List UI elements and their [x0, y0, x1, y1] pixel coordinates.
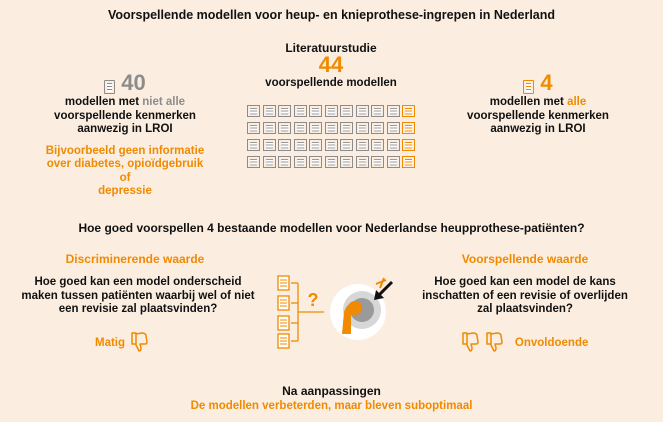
- right-count: 4: [540, 70, 553, 95]
- prediction-header: Voorspellende waarde: [461, 252, 589, 266]
- model-document-orange: [402, 122, 415, 134]
- model-document-grey: [356, 156, 369, 168]
- left-line3: aanwezig in LROI: [77, 123, 173, 135]
- prediction-q3: zal plaatsvinden?: [477, 303, 573, 315]
- prediction-q1: Hoe goed kan een model de kans: [434, 276, 616, 288]
- left-example-3: depressie: [98, 185, 152, 197]
- model-document-grey: [309, 156, 322, 168]
- right-line1: modellen met: [489, 96, 568, 108]
- main-question: Hoe goed voorspellen 4 bestaande modellen voor Nederlandse heupprothese-patiënten?: [78, 221, 585, 235]
- model-document-grey: [325, 156, 338, 168]
- model-document-grey: [371, 156, 384, 168]
- discrimination-q3: een revisie zal plaatsvinden?: [58, 303, 218, 315]
- right-line2: voorspellende kenmerken: [467, 109, 609, 122]
- model-document-grey: [371, 139, 384, 151]
- discrimination-verdict: Matig: [95, 337, 126, 350]
- model-document-grey: [387, 156, 400, 168]
- prediction-verdict-row: [460, 331, 588, 353]
- model-document-grey: [340, 139, 353, 151]
- page-title: Voorspellende modellen voor heup- en knieprothese-ingrepen in Nederland: [107, 8, 556, 22]
- model-document-grey: [294, 156, 307, 168]
- left-example: [40, 145, 210, 199]
- discrimination-header: Discriminerende waarde: [65, 252, 205, 266]
- discrimination-q1: Hoe goed kan een model onderscheid: [34, 276, 242, 288]
- model-document-grey: [263, 122, 276, 134]
- left-block: [40, 71, 210, 199]
- center-illustration: [272, 270, 402, 350]
- document-icon: [278, 276, 289, 348]
- model-document-grey: [278, 105, 291, 117]
- model-document-orange: [402, 105, 415, 117]
- model-document-grey: [263, 105, 276, 117]
- literature-count: 44: [318, 52, 344, 77]
- model-document-grey: [263, 139, 276, 151]
- model-document-grey: [247, 105, 260, 117]
- model-document-grey: [278, 139, 291, 151]
- document-icon: [523, 80, 534, 94]
- model-document-grey: [278, 122, 291, 134]
- model-document-grey: [294, 122, 307, 134]
- model-document-grey: [247, 156, 260, 168]
- model-document-grey: [340, 105, 353, 117]
- thumbs-down-icon: [129, 331, 149, 353]
- left-line2: voorspellende kenmerken: [54, 109, 196, 122]
- model-document-grey: [309, 139, 322, 151]
- left-example-2: over diabetes, opioïdgebruik of: [46, 158, 204, 184]
- model-document-grid: [247, 105, 419, 168]
- document-icon: [104, 80, 115, 94]
- prediction-verdict: Onvoldoende: [514, 337, 589, 350]
- model-document-grey: [356, 139, 369, 151]
- thumbs-down-icon: [484, 331, 504, 353]
- right-all: alle: [567, 96, 587, 108]
- model-document-grey: [387, 105, 400, 117]
- arrow-icon: [374, 278, 392, 300]
- model-document-grey: [371, 105, 384, 117]
- right-block: [453, 71, 623, 137]
- prediction-q2: inschatten of een revisie of overlijden: [422, 289, 628, 302]
- model-document-grey: [356, 105, 369, 117]
- prediction-question: [405, 276, 645, 317]
- model-document-orange: [402, 139, 415, 151]
- model-document-grey: [247, 122, 260, 134]
- model-document-grey: [387, 139, 400, 151]
- model-document-grey: [247, 139, 260, 151]
- model-document-grey: [309, 122, 322, 134]
- model-document-grey: [340, 156, 353, 168]
- model-document-grey: [325, 122, 338, 134]
- model-document-grey: [325, 105, 338, 117]
- left-not-all: niet alle: [142, 96, 186, 108]
- literature-text: voorspellende modellen: [265, 77, 397, 89]
- model-document-grey: [371, 122, 384, 134]
- discrimination-question: [18, 276, 258, 317]
- model-document-grey: [325, 139, 338, 151]
- question-mark: ?: [307, 290, 319, 310]
- model-document-grey: [387, 122, 400, 134]
- model-document-orange: [402, 156, 415, 168]
- model-document-grey: [356, 122, 369, 134]
- model-document-grey: [294, 139, 307, 151]
- discrimination-q2: maken tussen patiënten waarbij wel of niet: [21, 289, 255, 302]
- right-line3: aanwezig in LROI: [490, 123, 586, 135]
- model-document-grey: [340, 122, 353, 134]
- model-document-grey: [278, 156, 291, 168]
- model-document-grey: [263, 156, 276, 168]
- left-example-1: Bijvoorbeeld geen informatie: [45, 144, 205, 157]
- conclusion-line2: De modellen verbeterden, maar bleven suboptimaal: [190, 400, 473, 412]
- conclusion-line1: Na aanpassingen: [282, 384, 381, 398]
- thumbs-down-icon: [460, 331, 480, 353]
- model-document-grey: [294, 105, 307, 117]
- literature-label: Literatuurstudie: [285, 41, 377, 55]
- discrimination-verdict-row: [95, 331, 149, 353]
- left-line1: modellen met: [64, 96, 143, 108]
- model-document-grey: [309, 105, 322, 117]
- left-count: 40: [121, 70, 146, 95]
